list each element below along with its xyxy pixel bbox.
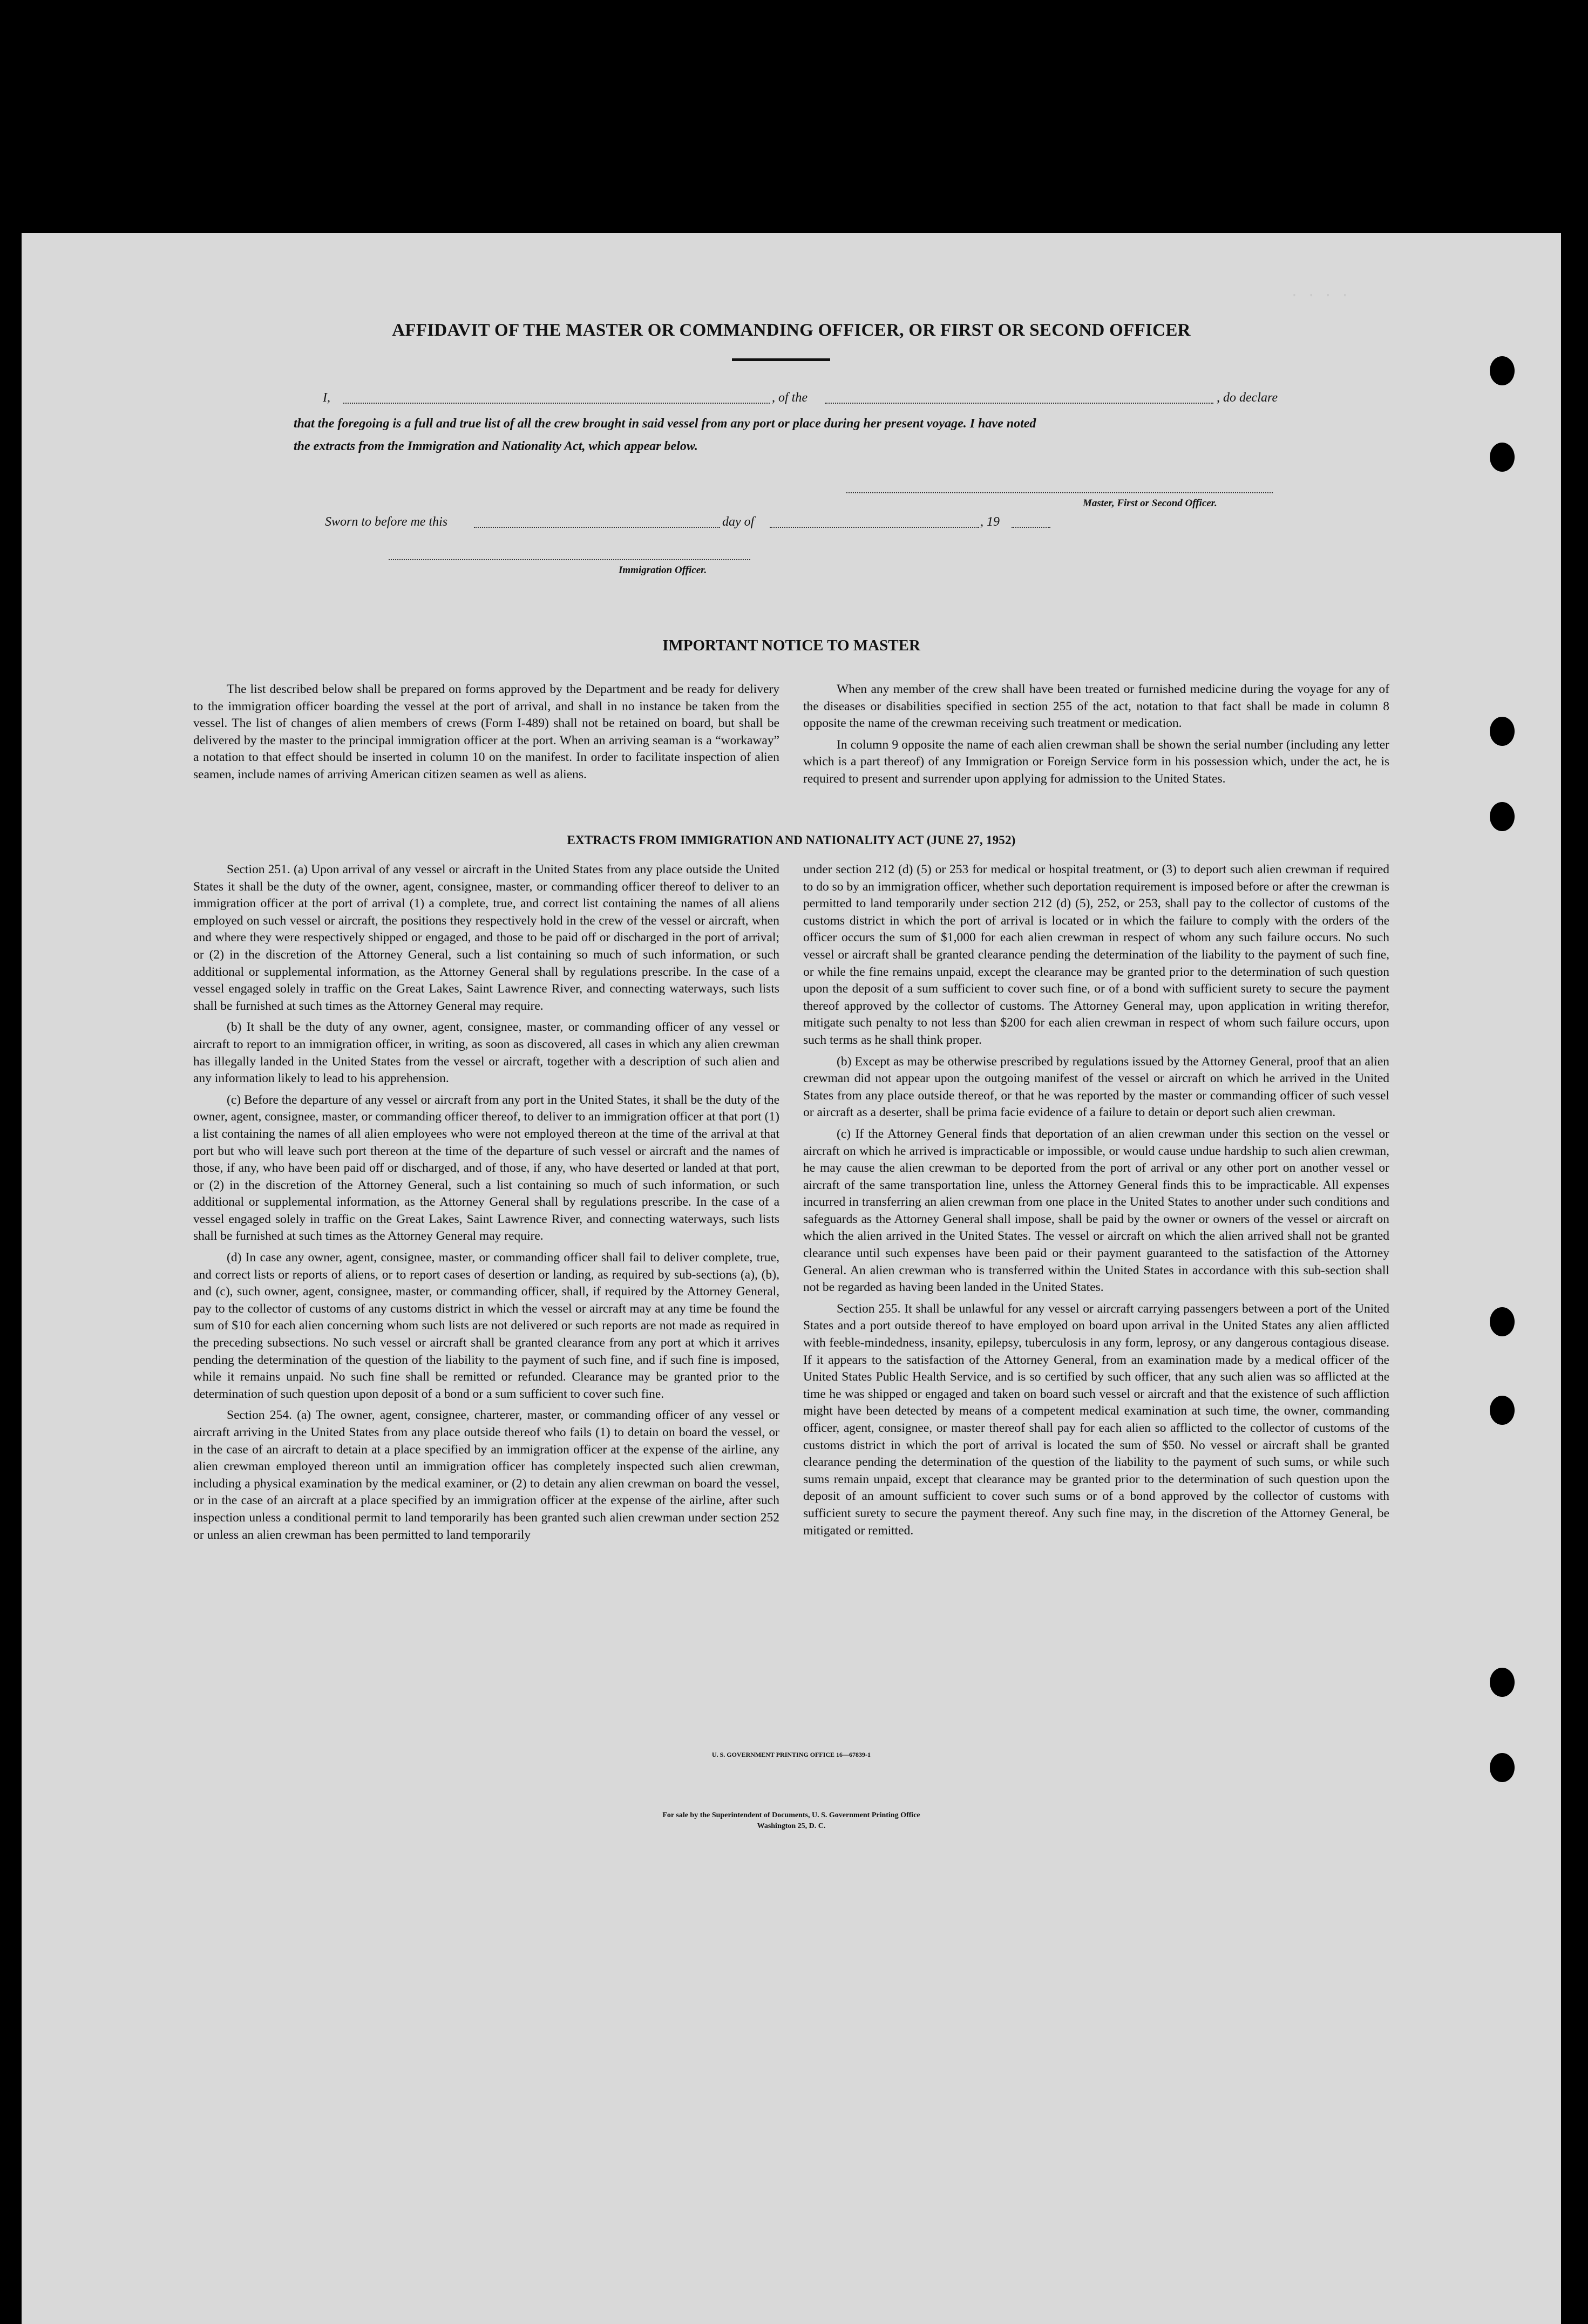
immigration-officer-label: Immigration Officer. — [619, 565, 707, 576]
declare-do-label: , do declare — [1217, 391, 1278, 405]
vessel-blank-line — [825, 403, 1213, 404]
bleed-through-mark: ∙ ∙ ∙ ∙ — [1290, 287, 1349, 303]
extract-right-paragraph: (c) If the Attorney General finds that deportation of an alien crewman under this section on the vessel or aircraft on which he arrived is impracticable or impossible, or would cause undue hardship to such alien crewman, he may cause the alien crewman to be deported from the port of arrival or any other port on another vessel or aircraft of the same transportation line, unless the Attorney General finds this to be impracticable. All expenses incurred in transferring an alien crewman from one place in the United States to another under such conditions and safeguards as the Attorney General shall impose, shall be paid by the owner or owners of the vessel or aircraft on which the alien arrived in the United States. The vessel or aircraft on which the alien arrived shall not be granted clearance until such expenses have been paid or their payment guaranteed to the satisfaction of the Attorney General. An alien crewman who is transferred within the United States in accordance with this sub-section shall not be regarded as having been landed in the United States. — [803, 1126, 1389, 1295]
for-sale-line-2: Washington 25, D. C. — [757, 1822, 826, 1830]
sworn-day-blank-line — [474, 527, 720, 528]
punch-hole — [1490, 443, 1515, 472]
declare-i-label: I, — [323, 391, 330, 405]
immigration-officer-signature-line — [389, 559, 750, 560]
punch-hole — [1490, 1396, 1515, 1425]
declare-of-label: , of the — [772, 391, 807, 405]
extracts-left-column — [193, 861, 779, 1548]
declaration-line-1: that the foregoing is a full and true list of all the crew brought in said vessel from any port or place during her present voyage. I have noted — [294, 417, 1036, 431]
punch-hole — [1490, 1753, 1515, 1782]
punch-hole — [1490, 356, 1515, 385]
declaration-line-2: the extracts from the Immigration and Nationality Act, which appear below. — [294, 439, 698, 453]
notice-right-paragraph-2: In column 9 opposite the name of each alien crewman shall be shown the serial number (including any letter which is a part thereof) of any Immigration or Foreign Service form in his possession which, under the act, he is required to present and surrender upon applying for admission to the United States. — [803, 737, 1389, 786]
master-signature-label: Master, First or Second Officer. — [1083, 498, 1217, 509]
notice-left-paragraph: The list described below shall be prepared on forms approved by the Department and be ready for delivery to the immigration officer boarding the vessel at the port of arrival, and shall in no instance be taken from the vessel. The list of changes of alien members of crews (Form I-489) shall not be retained on board, but shall be delivered by the master to the principal immigration officer at the port. When an arriving seaman is a “workaway” a notation to that effect should be inserted in column 10 on the manifest. In order to facilitate inspection of alien seamen, include names of arriving American citizen seamen as well as aliens. — [193, 682, 779, 782]
notice-left-column — [193, 681, 779, 788]
name-blank-line — [343, 403, 770, 404]
scanned-sheet — [22, 233, 1561, 2324]
extract-left-paragraph: (d) In case any owner, agent, consignee, master, or commanding officer shall fail to deliver complete, true, and correct lists or reports of aliens, or to report cases of desertion or landing, as required by sub-sections (a), (b), and (c), such owner, agent, consignee, master, or commanding officer, shall, if required by the Attorney General, pay to the collector of customs of any customs district in which the vessel or aircraft may at any time be found the sum of $10 for each alien concerning whom such lists are not delivered or such reports are not made as required in the preceding subsections. No such vessel or aircraft shall be granted clearance from any port at which it arrives pending the determination of the question of the liability to the payment of such fine, and if such fine is imposed, while it remains unpaid. No such fine shall be remitted or refunded. Clearance may be granted prior to the determination of such question upon deposit of a bond or a sum sufficient to cover such fine. — [193, 1251, 779, 1401]
extract-right-paragraph: under section 212 (d) (5) or 253 for medical or hospital treatment, or (3) to deport such alien crewman if required to do so by an immigration officer, whether such deportation requirement is imposed before or after the crewman is permitted to land temporarily under section 212 (d) (5), 252, or 253, shall pay to the collector of customs of the customs district in which the port of arrival is located or in which the failure to comply with the orders of the officer occurs the sum of $1,000 for each alien crewman in respect of whom any such failure occurs. No such vessel or aircraft shall be granted clearance pending the determination of the liability to the payment of such fine, or while the fine remains unpaid, except the clearance may be granted prior to the determination of such question upon the deposit of a sum sufficient to cover such fine, or of a bond with sufficient surety to secure the payment thereof approved by the collector of customs. The Attorney General may, upon application in writing therefor, mitigate such penalty to not less than $200 for each alien crewman in respect of whom such failure occurs, upon such terms as he shall think proper. — [803, 862, 1389, 1047]
master-signature-line — [846, 492, 1273, 493]
notice-right-column — [803, 681, 1389, 792]
printing-office-line: U. S. GOVERNMENT PRINTING OFFICE 16—67839-1 — [711, 1751, 871, 1758]
extract-left-paragraph: Section 251. (a) Upon arrival of any vessel or aircraft in the United States from any place outside the United States it shall be the duty of the owner, agent, consignee, master, or commanding officer thereof to deliver to an immigration officer at the port of arrival (1) a complete, true, and correct list containing the names of all aliens employed on such vessel or aircraft, the positions they respectively hold in the crew of the vessel or aircraft, when and where they were respectively shipped or engaged, and those to be paid off or discharged in the port of arrival; or (2) in the discretion of the Attorney General, such a list containing so much of such information, or such additional or supplemental information, as the Attorney General shall by regulations prescribe. In the case of a vessel engaged solely in traffic on the Great Lakes, Saint Lawrence River, and connecting waterways, such lists shall be furnished at such times as the Attorney General may require. — [193, 862, 779, 1013]
sworn-label: Sworn to before me this — [325, 515, 448, 529]
extracts-right-column — [803, 861, 1389, 1544]
punch-hole — [1490, 1668, 1515, 1697]
title-rule — [732, 358, 830, 361]
year-label: , 19 — [980, 515, 1000, 529]
notice-title: IMPORTANT NOTICE TO MASTER — [662, 637, 920, 654]
extracts-title: EXTRACTS FROM IMMIGRATION AND NATIONALITY ACT (JUNE 27, 1952) — [567, 833, 1016, 847]
punch-hole — [1490, 1307, 1515, 1336]
extract-right-paragraph: Section 255. It shall be unlawful for any vessel or aircraft carrying passengers between a port of the United States and a port outside thereof to have employed on board upon arrival in the United States any alien afflicted with feeble-mindedness, insanity, epilepsy, tuberculosis in any form, leprosy, or any dangerous contagious disease. If it appears to the satisfaction of the Attorney General, from an examination made by a medical officer of the United States Public Health Service, and is so certified by such officer, that any such alien was so afflicted at the time he was shipped or engaged and taken on board such vessel or aircraft and that the existence of such affliction might have been detected by means of a competent medical examination at such time, the owner, commanding officer, agent, consignee, or master thereof shall pay for each alien so afflicted to the collector of customs of the customs district in which the port of arrival is located the sum of $50. No vessel or aircraft shall be granted clearance pending the determination of the question of the liability to the payment of such sums, or while such sums remain unpaid, except that clearance may be granted prior to the determination of such question upon the deposit of an amount sufficient to cover such sums or of a bond approved by the collector of customs with sufficient surety to secure the payment thereof. Any such fine may, in the discretion of the Attorney General, be mitigated or remitted. — [803, 1301, 1389, 1538]
notice-right-paragraph-1: When any member of the crew shall have been treated or furnished medicine during the voyage for any of the diseases or disabilities specified in section 255 of the act, notation to that fact shall be made in column 8 opposite the name of the crewman receiving such treatment or medication. — [803, 682, 1389, 731]
year-blank-line — [1012, 527, 1050, 528]
extract-left-paragraph: (c) Before the departure of any vessel or aircraft from any port in the United States, it shall be the duty of the owner, agent, consignee, master, or commanding officer thereof, to deliver to an immigration officer at that port (1) a list containing the names of all alien employees who were not employed thereon at the time of the arrival at that port but who will leave such port thereon at the time of the departure of such vessel or aircraft and the names of those, if any, who have been paid off or discharged, and of those, if any, who have deserted or landed at that port, or (2) in the discretion of the Attorney General, such a list containing so much of such information, or such additional or supplemental information, as the Attorney General shall by regulations prescribe. In the case of a vessel engaged solely in traffic on the Great Lakes, Saint Lawrence River, and connecting waterways, such lists shall be furnished at such times as the Attorney General may require. — [193, 1092, 779, 1243]
extract-left-paragraph: Section 254. (a) The owner, agent, consignee, charterer, master, or commanding officer of any vessel or aircraft arriving in the United States from any place outside thereof who fails (1) to detain on board the vessel, or in the case of an aircraft to detain at a place specified by an immigration officer at the expense of the airline, any alien crewman employed thereon until an immigration officer has completely inspected such alien crewman, including a physical examination by the medical examiner, or (2) to detain any alien crewman on board the vessel, or in the case of an aircraft at a place specified by an immigration officer at the expense of the airline, after such inspection unless a conditional permit to land temporarily has been granted such alien crewman under section 252 or unless an alien crewman has been permitted to land temporarily — [193, 1408, 779, 1542]
month-blank-line — [770, 527, 979, 528]
extract-left-paragraph: (b) It shall be the duty of any owner, agent, consignee, master, or commanding officer of any vessel or aircraft to report to an immigration officer, in writing, as soon as discovered, all cases in which any alien crewman has illegally landed in the United States from the vessel or aircraft, together with a description of such alien and any information likely to lead to his apprehension. — [193, 1020, 779, 1086]
affidavit-title: AFFIDAVIT OF THE MASTER OR COMMANDING OFFICER, OR FIRST OR SECOND OFFICER — [392, 321, 1191, 340]
punch-hole — [1490, 802, 1515, 831]
extract-right-paragraph: (b) Except as may be otherwise prescribed by regulations issued by the Attorney General, proof that an alien crewman did not appear upon the outgoing manifest of the vessel or aircraft on which he arrived in the United States from any place outside thereof, or that he was reported by the master or commanding officer of such vessel or aircraft as a deserter, shall be prima facie evidence of a failure to detain or deport such alien crewman. — [803, 1054, 1389, 1120]
for-sale-line-1: For sale by the Superintendent of Documents, U. S. Government Printing Office — [662, 1811, 920, 1819]
document-page — [22, 233, 1561, 2324]
punch-hole — [1490, 717, 1515, 746]
day-of-label: day of — [722, 515, 755, 529]
